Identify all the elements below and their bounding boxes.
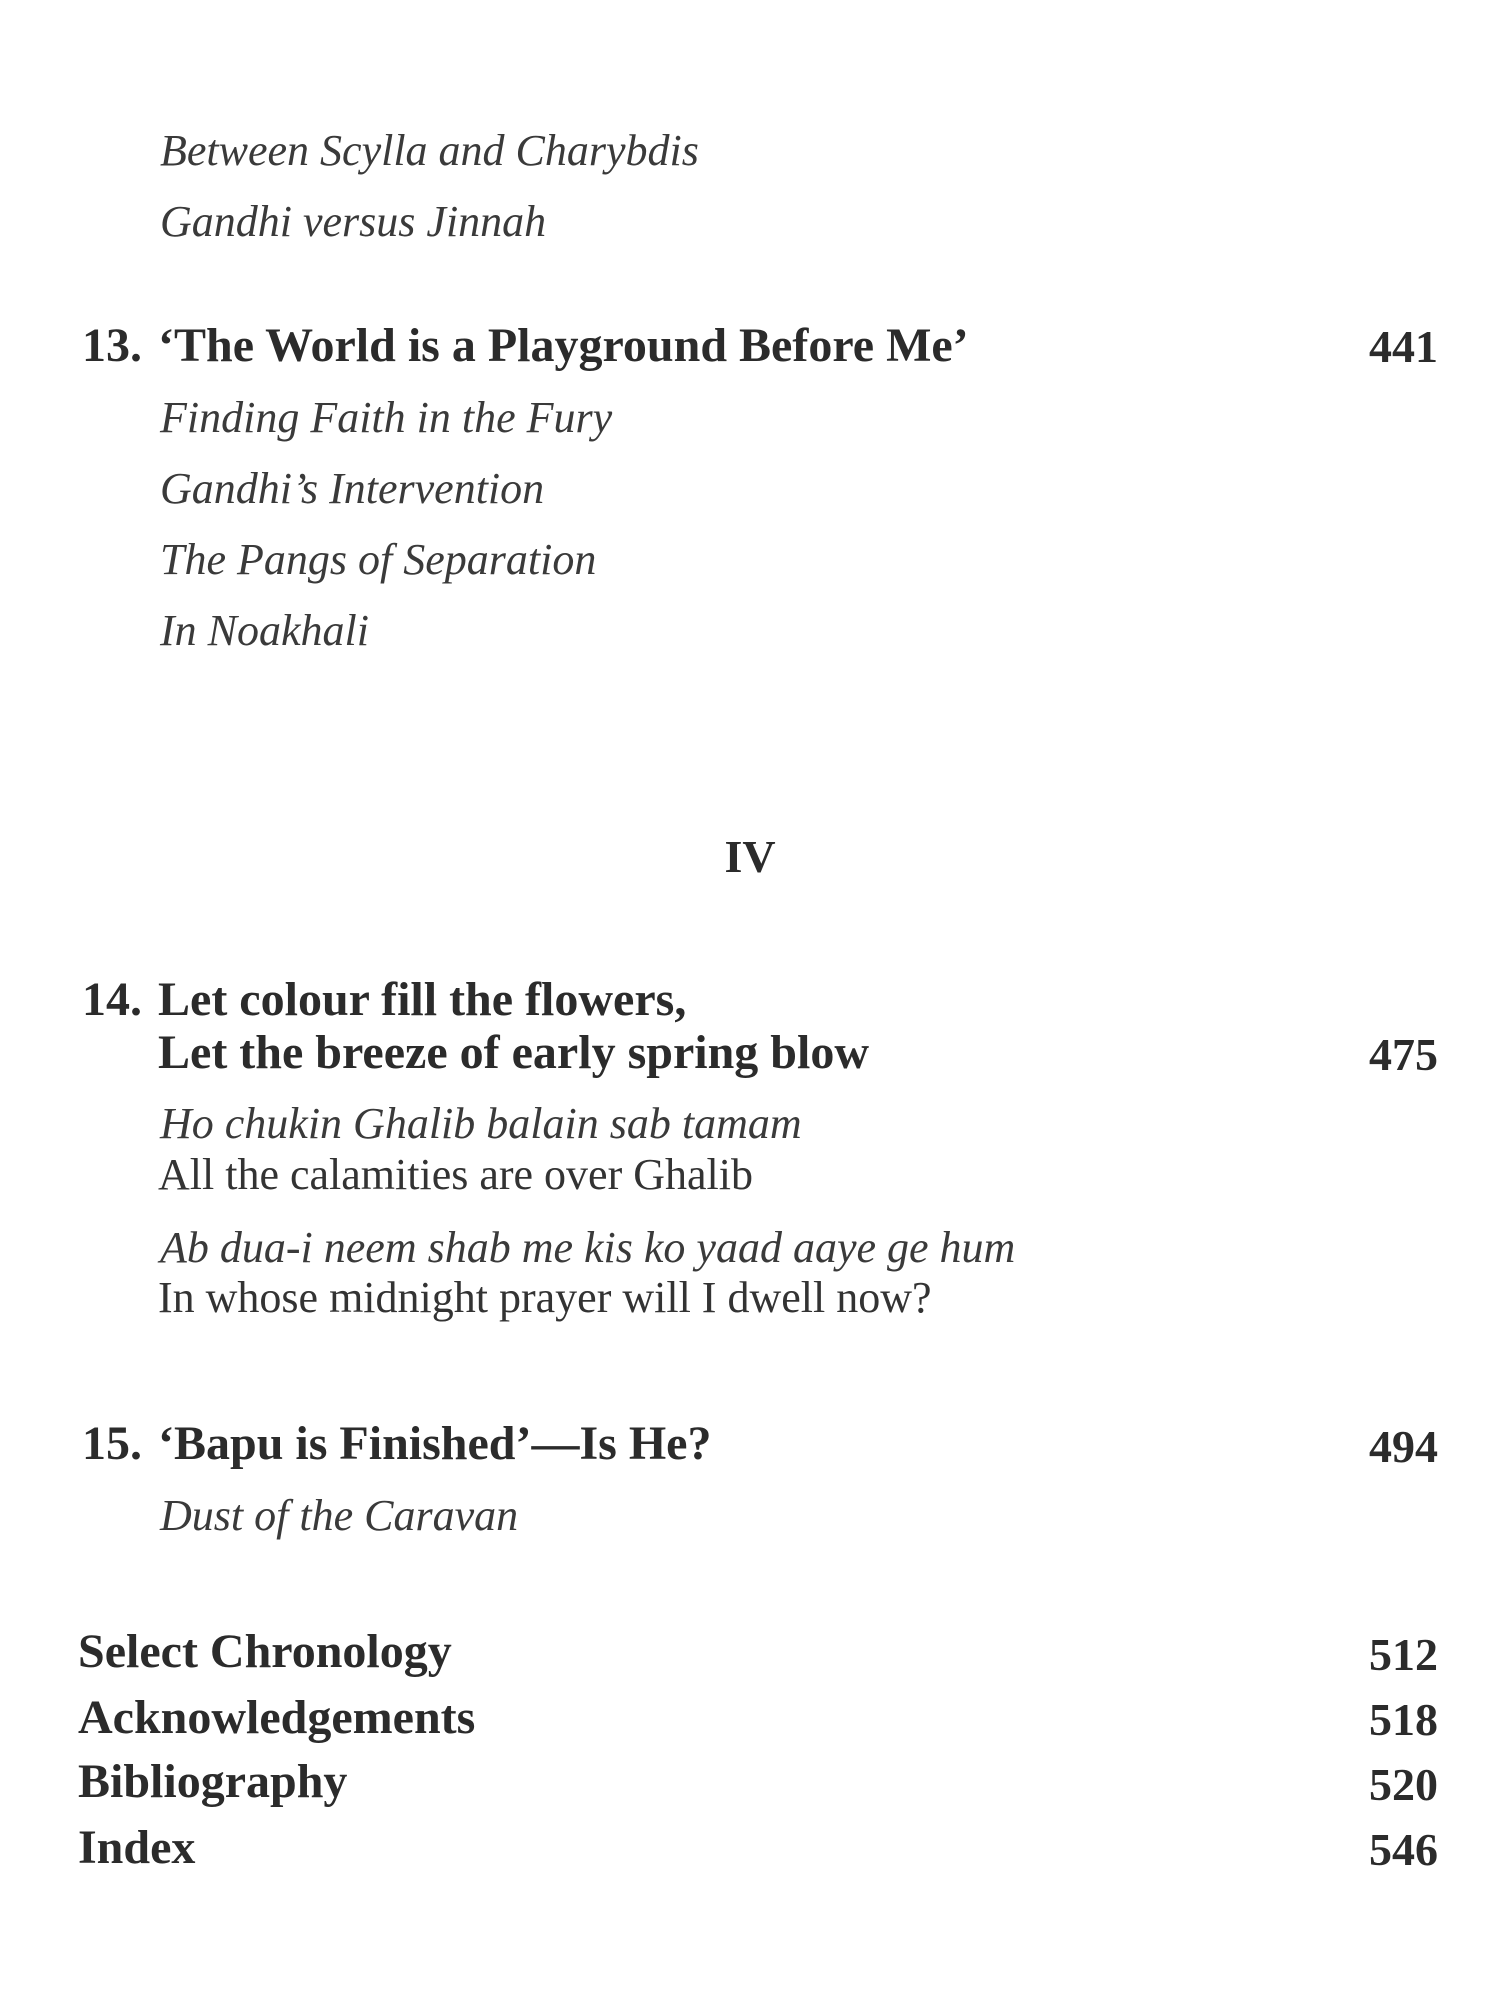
epigraph-verse: Ab dua-i neem shab me kis ko yaad aaye ge hum bbox=[160, 1223, 1016, 1272]
back-matter-index: Index bbox=[78, 1821, 196, 1874]
back-matter-bibliography: Bibliography bbox=[78, 1755, 348, 1808]
back-matter-acknowledgements-page: 518 bbox=[1369, 1694, 1438, 1745]
toc-subsection: Between Scylla and Charybdis bbox=[160, 126, 699, 175]
epigraph-translation: All the calamities are over Ghalib bbox=[158, 1150, 753, 1199]
epigraph-translation: In whose midnight prayer will I dwell now? bbox=[158, 1273, 932, 1322]
back-matter-bibliography-page: 520 bbox=[1369, 1759, 1438, 1810]
chapter-14-title-line1: Let colour fill the flowers, bbox=[158, 973, 687, 1026]
chapter-14-page: 475 bbox=[1369, 1029, 1438, 1080]
chapter-14-title-line2: Let the breeze of early spring blow bbox=[158, 1026, 869, 1079]
back-matter-index-page: 546 bbox=[1369, 1824, 1438, 1875]
toc-subsection: The Pangs of Separation bbox=[160, 535, 597, 584]
chapter-14-number: 14. bbox=[82, 973, 142, 1026]
chapter-13-title: ‘The World is a Playground Before Me’ bbox=[158, 319, 969, 372]
chapter-15-number: 15. bbox=[82, 1417, 142, 1470]
chapter-15-title: ‘Bapu is Finished’—Is He? bbox=[158, 1417, 712, 1470]
back-matter-acknowledgements: Acknowledgements bbox=[78, 1691, 476, 1744]
toc-subsection: Gandhi’s Intervention bbox=[160, 464, 545, 513]
toc-subsection: Finding Faith in the Fury bbox=[160, 393, 613, 442]
chapter-15-page: 494 bbox=[1369, 1421, 1438, 1472]
toc-subsection: Dust of the Caravan bbox=[160, 1491, 519, 1540]
chapter-13-number: 13. bbox=[82, 319, 142, 372]
toc-subsection: Gandhi versus Jinnah bbox=[160, 197, 547, 246]
chapter-13-page: 441 bbox=[1369, 321, 1438, 372]
back-matter-chronology-page: 512 bbox=[1369, 1629, 1438, 1680]
back-matter-chronology: Select Chronology bbox=[78, 1625, 452, 1678]
toc-subsection: In Noakhali bbox=[160, 606, 369, 655]
part-label: IV bbox=[724, 831, 776, 882]
epigraph-verse: Ho chukin Ghalib balain sab tamam bbox=[160, 1099, 802, 1148]
